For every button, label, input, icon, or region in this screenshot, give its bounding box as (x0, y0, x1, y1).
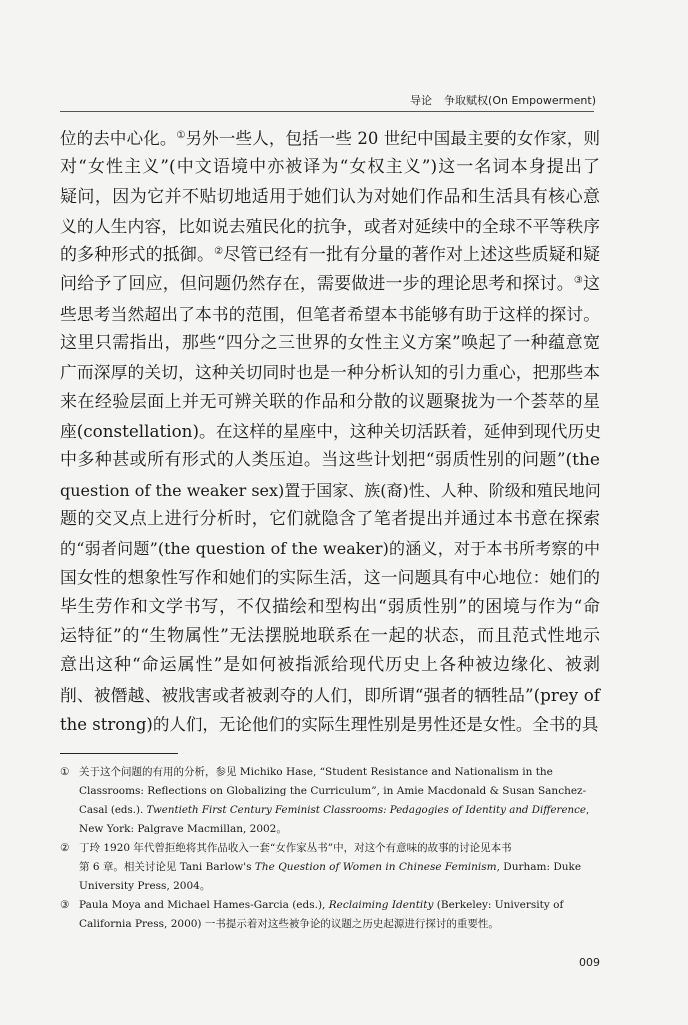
body-line: the strong)的人们，无论他们的实际生理性别是男性还是女性。全书的具 (60, 714, 599, 734)
running-head-section: 导论 (410, 94, 433, 107)
header-rule (60, 111, 594, 112)
footnote-ref-2[interactable]: ② (214, 246, 224, 258)
footnote-1-line: Casal (eds.). Twentieth First Century Feminist Classrooms: Pedagogies of Identity and Difference, (79, 804, 590, 816)
body-line: 的多种形式的抵御。②尽管已经有一批有分量的著作对上述这些质疑和疑 (60, 245, 601, 266)
footnote-1-line: New York: Palgrave Macmillan, 2002。 (79, 823, 287, 835)
body-line: 中多种甚或所有形式的人类压迫。当这些计划把“弱质性别的问题”(the (60, 450, 600, 471)
body-line: 疑问，因为它并不贴切地适用于她们认为对她们作品和生活具有核心意 (60, 186, 600, 207)
body-line: 广而深厚的关切，这种关切同时也是一种分析认知的引力重心，把那些本 (60, 362, 600, 383)
body-line: 国女性的想象性写作和她们的实际生活，这一问题具有中心地位：她们的 (60, 567, 600, 588)
body-line: 位的去中心化。①另外一些人，包括一些 20 世纪中国最主要的女作家，则 (60, 129, 600, 148)
body-line: 题的交叉点上进行分析时，它们就隐含了笔者提出并通过本书意在探索 (60, 508, 600, 529)
footnote-ref-1[interactable]: ① (176, 130, 186, 141)
running-head (410, 92, 596, 108)
body-line: 问给予了回应，但问题仍然存在，需要做进一步的理论思考和探讨。③这 (60, 274, 601, 295)
body-line: 座(constellation)。在这样的星座中，这种关切活跃着，延伸到现代历史 (60, 420, 601, 441)
footnote-1: ① 关于这个问题的有用的分析，参见 Michiko Hase, “Student Resistance and Nationalism in the (60, 763, 588, 782)
footnote-ref-3[interactable]: ③ (573, 275, 584, 287)
footnote-3: ③ Paula Moya and Michael Hames-Garcia (eds.), Reclaiming Identity (Berkeley: University of (60, 896, 588, 915)
body-line: 的“弱者问题”(the question of the weaker)的涵义，对于本书所考察的中 (60, 539, 600, 559)
body-line: question of the weaker sex)置于国家、族(裔)性、人种、阶级和殖民地问 (60, 480, 601, 500)
body-line: 意出这种“命运属性”是如何被指派给现代历史上各种被边缘化、被剥 (60, 655, 600, 676)
footnote-rule (60, 753, 178, 754)
footnote-mark-3: ③ (60, 899, 70, 911)
body-line: 对“女性主义”(中文语境中亦被译为“女权主义”)这一名词本身提出了 (60, 157, 600, 178)
footnote-mark-2: ② (60, 842, 70, 854)
footnote-2-line: 第 6 章。相关讨论见 Tani Barlow's The Question of Women in Chinese Feminism, Durham: Duke (79, 861, 582, 873)
body-line: 来在经验层面上并无可辨关联的作品和分散的议题聚拢为一个荟萃的星 (60, 391, 600, 412)
footnote-3-line: California Press, 2000) 一书提示着对这些被争论的议题之历史起源进行探讨的重要性。 (79, 918, 499, 930)
body-line: 这里只需指出，那些“四分之三世界的女性主义方案”唤起了一种蕴意宽 (60, 333, 600, 354)
body-text (60, 124, 600, 739)
body-line: 削、被僭越、被戕害或者被剥夺的人们，即所谓“强者的牺牲品”(prey of (60, 684, 600, 705)
body-line: 些思考当然超出了本书的范围，但笔者希望本书能够有助于这样的探讨。 (60, 303, 600, 324)
footnote-mark-1: ① (60, 766, 70, 778)
footnote-2: ② 丁玲 1920 年代曾拒绝将其作品收入一套“女作家丛书”中，对这个有意味的故事的讨论见本书 (60, 839, 588, 858)
footnotes (60, 763, 588, 934)
footnote-1-line: Classrooms: Reflections on Globalizing the Curriculum”, in Amie Macdonald & Susan Sanchez- (79, 785, 587, 797)
body-line: 义的人生内容，比如说去殖民化的抗争，或者对延续中的全球不平等秩序 (60, 215, 600, 236)
page-number: 009 (579, 956, 600, 969)
footnote-2-line: University Press, 2004。 (79, 880, 211, 892)
running-head-title: 争取赋权(On Empowerment) (444, 94, 596, 107)
body-line: 毕生劳作和文学书写，不仅描绘和型构出“弱质性别”的困境与作为“命 (60, 596, 600, 617)
body-line: 运特征”的“生物属性”无法摆脱地联系在一起的状态，而且范式性地示 (60, 626, 600, 647)
